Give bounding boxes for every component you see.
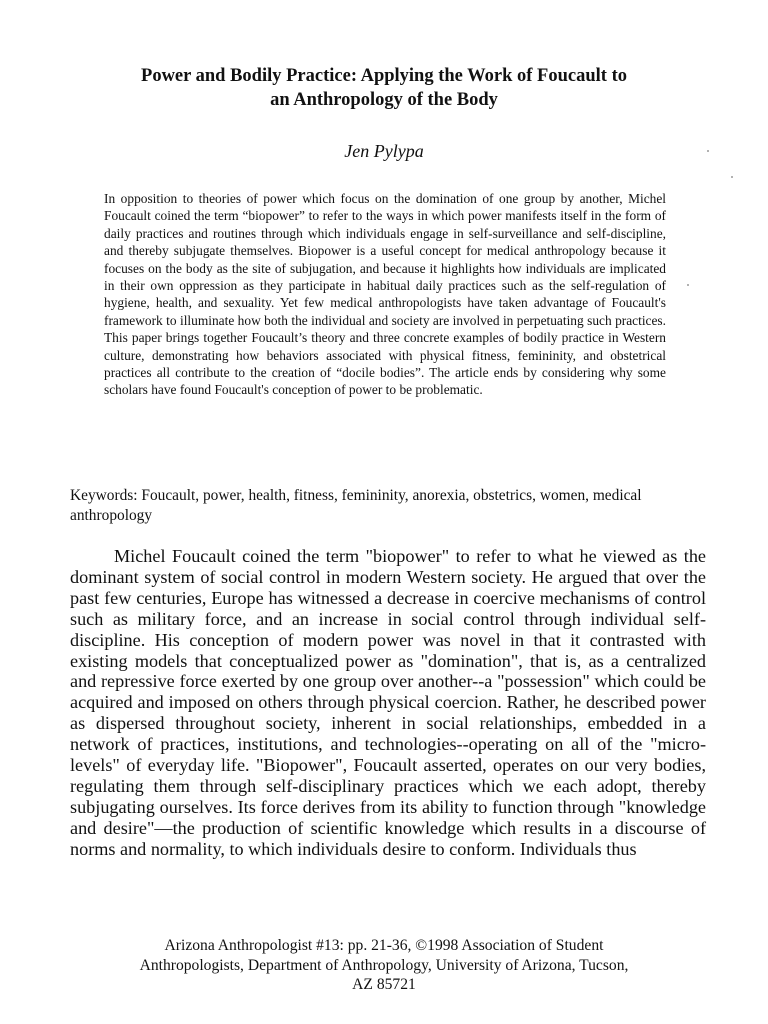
paper-title-line-2: an Anthropology of the Body	[270, 90, 498, 110]
citation-footer-line-3: AZ 85721	[352, 976, 416, 993]
scan-speck	[687, 284, 689, 286]
paper-title-line-1: Power and Bodily Practice: Applying the Work of Foucault to	[141, 66, 627, 86]
abstract: In opposition to theories of power which focus on the domination of one group by another, Michel Foucault coined the term “biopower” to refer to the ways in which power manifests itself in the form of daily practices and routines through which individuals engage in self-surveillance and self-discipline, and thereby subjugate themselves. Biopower is a useful concept for medical anthropology because it focuses on the body as the site of subjugation, and because it highlights how individuals are implicated in their own oppression as they participate in habitual daily practices such as the self-regulation of hygiene, health, and sexuality. Yet few medical anthropologists have taken advantage of Foucault's framework to illuminate how both the individual and society are involved in perpetuating such practices. This paper brings together Foucault’s theory and three concrete examples of bodily practice in Western culture, demonstrating how behaviors associated with physical fitness, femininity, and obstetrical practices all contribute to the creation of “docile bodies”. The article ends by considering why some scholars have found Foucault's conception of power to be problematic.	[104, 191, 666, 398]
paper-title	[40, 64, 728, 112]
citation-footer-line-1: Arizona Anthropologist #13: pp. 21-36, ©1998 Association of Student	[164, 937, 604, 954]
citation-footer	[60, 936, 708, 995]
scan-speck	[731, 176, 733, 178]
author-name: Jen Pylypa	[344, 141, 424, 161]
scan-speck	[707, 150, 709, 152]
citation-footer-line-2: Anthropologists, Department of Anthropology, University of Arizona, Tucson,	[139, 956, 629, 974]
body-paragraph: Michel Foucault coined the term "biopower" to refer to what he viewed as the dominant system of social control in modern Western society. He argued that over the past few centuries, Europe has witnessed a decrease in coercive mechanisms of control such as military force, and an increase in social control through individual self-discipline. His conception of modern power was novel in that it contrasted with existing models that conceptualized power as "domination", that is, as a centralized and repressive force exerted by one group over another--a "possession" which could be acquired and imposed on others through physical coercion. Rather, he described power as dispersed throughout society, inherent in social relationships, embedded in a network of practices, institutions, and technologies--operating on all of the "micro-levels" of everyday life. "Biopower", Foucault asserted, operates on our very bodies, regulating them through self-disciplinary practices which we each adopt, thereby subjugating ourselves. Its force derives from its ability to function through "knowledge and desire"—the production of scientific knowledge which results in a discourse of norms and normality, to which individuals desire to conform. Individuals thus	[70, 546, 706, 859]
keywords: Keywords: Foucault, power, health, fitness, femininity, anorexia, obstetrics, women, medical anthropology	[70, 487, 642, 524]
